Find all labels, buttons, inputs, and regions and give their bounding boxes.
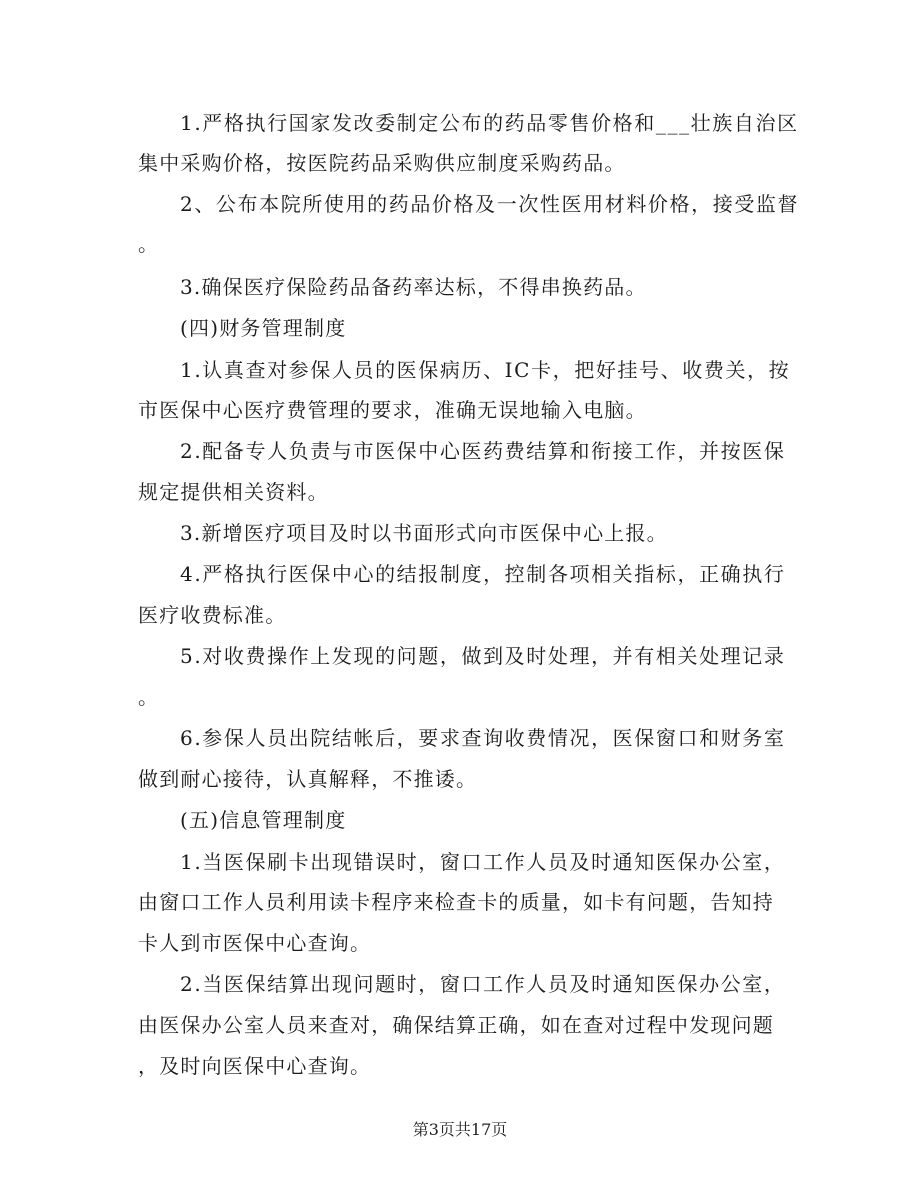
section-heading: (四)财务管理制度 [180, 316, 347, 340]
paragraph-line: 卡人到市医保中心查询。 [138, 931, 372, 955]
paragraph-line: 由窗口工作人员利用读卡程序来检查卡的质量，如卡有问题，告知持 [138, 890, 774, 914]
paragraph-line: 5.对收费操作上发现的问题，做到及时处理，并有相关处理记录 [180, 644, 786, 668]
page-number: 第3页共17页 [412, 1120, 508, 1139]
paragraph-line: 集中采购价格，按医院药品采购供应制度采购药品。 [138, 151, 626, 175]
paragraph-line: 6.参保人员出院结帐后，要求查询收费情况，医保窗口和财务室 [180, 726, 786, 750]
paragraph-line: 1.认真查对参保人员的医保病历、IC卡，把好挂号、收费关，按 [180, 358, 791, 382]
paragraph-line: 3.确保医疗保险药品备药率达标，不得串换药品。 [180, 275, 647, 299]
paragraph-line: 2、公布本院所使用的药品价格及一次性医用材料价格，接受监督 [180, 192, 800, 216]
paragraph-line: 由医保办公室人员来查对，确保结算正确，如在查对过程中发现问题 [138, 1013, 774, 1037]
paragraph-line: 3.新增医疗项目及时以书面形式向市医保中心上报。 [180, 521, 668, 545]
paragraph-line: 1.当医保刷卡出现错误时，窗口工作人员及时通知医保办公室， [180, 850, 786, 874]
paragraph-line: 医疗收费标准。 [138, 603, 287, 627]
paragraph-line: 规定提供相关资料。 [138, 480, 329, 504]
paragraph-line: 4.严格执行医保中心的结报制度，控制各项相关指标，正确执行 [180, 562, 786, 586]
section-heading: (五)信息管理制度 [180, 808, 347, 832]
paragraph-line: 市医保中心医疗费管理的要求，准确无误地输入电脑。 [138, 398, 647, 422]
paragraph-line: 2.配备专人负责与市医保中心医药费结算和衔接工作，并按医保 [180, 439, 786, 463]
paragraph-line: ，及时向医保中心查询。 [138, 1054, 372, 1078]
paragraph-line: 。 [138, 232, 160, 256]
paragraph-line: 做到耐心接待，认真解释，不推诿。 [138, 767, 478, 791]
paragraph-line: 2.当医保结算出现问题时，窗口工作人员及时通知医保办公室， [180, 972, 786, 996]
paragraph-line: 1.严格执行国家发改委制定公布的药品零售价格和___壮族自治区 [180, 111, 799, 135]
paragraph-line: 。 [138, 685, 160, 709]
